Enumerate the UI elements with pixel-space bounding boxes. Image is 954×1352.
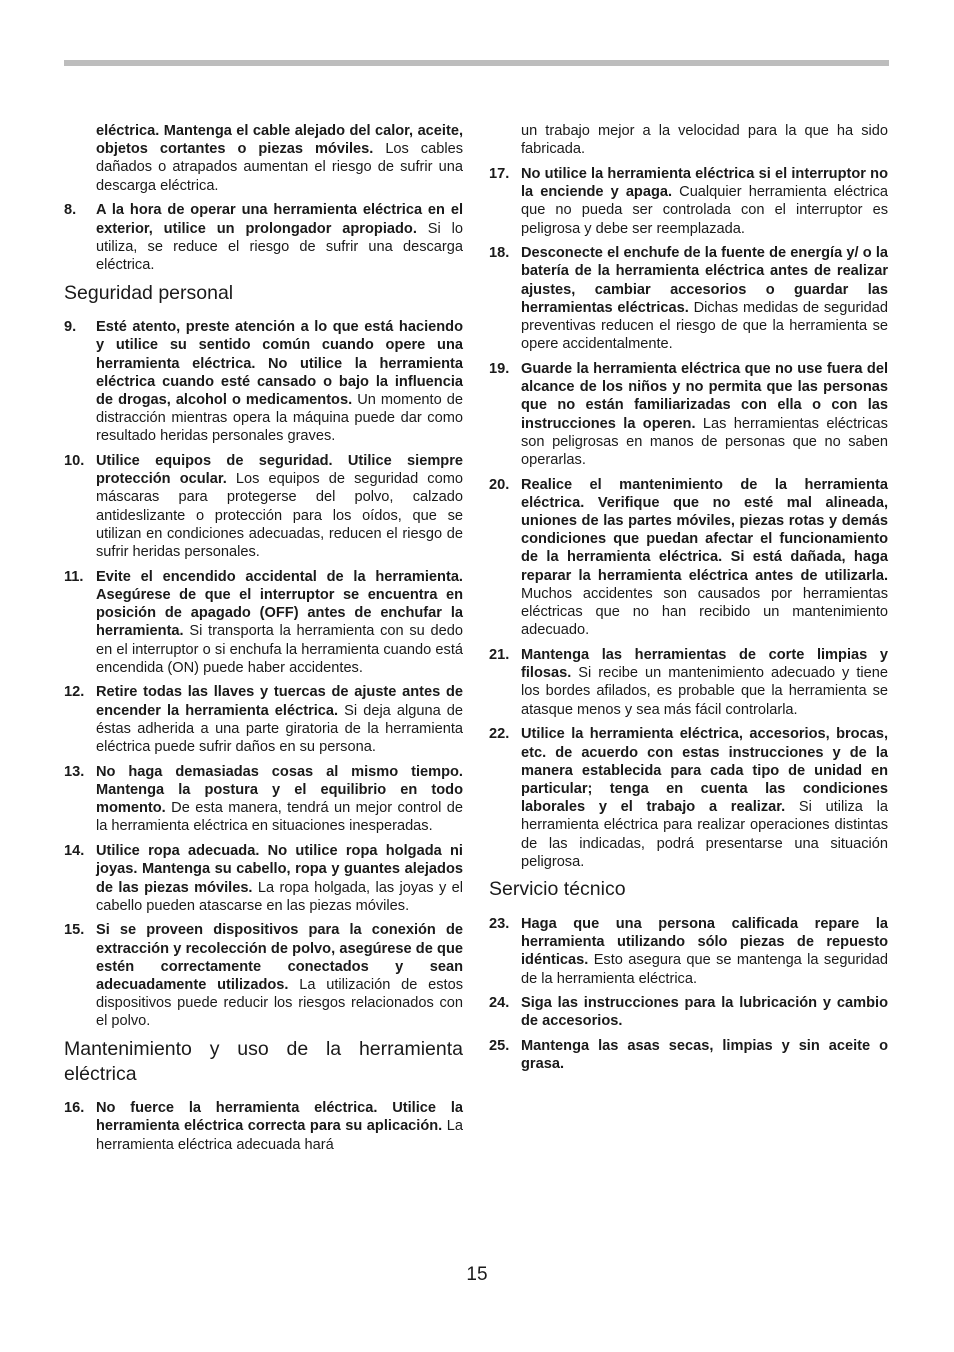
item-number: 19.: [489, 360, 510, 377]
item-number: 16.: [64, 1100, 85, 1117]
item-bold-text: Utilice ropa adecuada. No utilice ropa holgada ni joyas. Mantenga su cabello, ropa y guantes alejados de las piezas móviles.: [96, 843, 463, 896]
item-bold-text: Retire todas las llaves y tuercas de ajuste antes de encender la herramienta eléctrica.: [96, 684, 463, 719]
item-number: 18.: [489, 245, 510, 262]
list-item: [64, 1099, 463, 1154]
body-text: un trabajo mejor a la velocidad para la que ha sido fabricada.: [521, 123, 888, 158]
safety-list: [64, 318, 463, 1031]
section-heading: Seguridad personal: [64, 281, 234, 304]
item-bold-text: A la hora de operar una herramienta eléctrica en el exterior, utilice un prolongador apropiado.: [96, 202, 463, 237]
continued-paragraph: [489, 122, 888, 158]
item-number: 20.: [489, 476, 510, 493]
list-item: [489, 165, 888, 238]
list-item: [64, 318, 463, 445]
item-number: 11.: [64, 568, 84, 585]
list-item: [489, 360, 888, 469]
bold-text: eléctrica. Mantenga el cable alejado del calor, aceite, objetos cortantes o piezas móviles.: [96, 123, 463, 158]
safety-list: [489, 915, 888, 1074]
item-number: 21.: [489, 646, 510, 663]
list-item: [64, 452, 463, 561]
item-number: 9.: [64, 319, 77, 336]
item-bold-text: Haga que una persona calificada repare la herramienta utilizando sólo piezas de repuesto idénticas.: [521, 915, 888, 969]
item-number: 13.: [64, 763, 85, 780]
item-bold-text: Guarde la herramienta eléctrica que no use fuera del alcance de los niños y no permita que las personas que no están familiarizadas con ella o con las instrucciones la operen.: [521, 360, 888, 432]
item-number: 23.: [489, 915, 510, 932]
item-bold-text: Si se proveen dispositivos para la conexión de extracción y recolección de polvo, asegúrese de que estén correctamente conectados y sean adecuadamente utilizados.: [96, 922, 463, 994]
page-number: 15: [466, 1264, 488, 1285]
item-bold-text: Evite el encendido accidental de la herramienta. Asegúrese de que el interruptor se encuentra en posición de apagado (OFF) antes de enchufar la herramienta.: [96, 568, 463, 640]
list-item: [64, 201, 463, 274]
item-number: 25.: [489, 1038, 510, 1055]
item-text: Dichas medidas de seguridad preventivas reducen el riesgo de que la herramienta se opere accidentalmente.: [521, 299, 888, 353]
list-item: [489, 476, 888, 640]
top-rule: [64, 60, 889, 66]
item-text: Cualquier herramienta eléctrica que no pueda ser controlada con el interruptor es peligrosa y debe ser reemplazada.: [521, 184, 889, 237]
item-text: Los equipos de seguridad como máscaras para protegerse del polvo, calzado antideslizante o protección para los oídos, que se utilizan en condiciones adecuadas, reducen el riesgo de sufrir heridas personales.: [96, 471, 463, 561]
item-text: La ropa holgada, las joyas y el cabello pueden atascarse en las piezas móviles.: [96, 879, 463, 914]
list-item: [64, 921, 463, 1030]
safety-list: [64, 1099, 463, 1154]
item-bold-text: Desconecte el enchufe de la fuente de energía y/ o la batería de la herramienta eléctrica antes de realizar ajustes, cambiar accesorios o guardar las herramientas eléctricas.: [521, 245, 888, 316]
list-item: [489, 994, 888, 1030]
body-text: Los cables dañados o atrapados aumentan el riesgo de sufrir una descarga eléctrica.: [96, 141, 463, 194]
list-item: [64, 842, 463, 915]
list-item: [64, 683, 463, 756]
item-number: 15.: [64, 922, 85, 939]
item-number: 10.: [64, 453, 85, 470]
right-column: [489, 122, 888, 1080]
list-item: [489, 915, 888, 988]
item-text: Si lo utiliza, se reduce el riesgo de sufrir una descarga eléctrica.: [96, 220, 463, 273]
item-bold-text: No fuerce la herramienta eléctrica. Utilice la herramienta eléctrica correcta para su aplicación.: [96, 1100, 463, 1135]
list-item: [64, 568, 463, 677]
item-text: Esto asegura que se mantenga la seguridad de la herramienta eléctrica.: [521, 952, 888, 987]
list-item: [489, 725, 888, 871]
item-text: La utilización de estos dispositivos puede reducir los riesgos relacionados con el polvo.: [96, 977, 464, 1030]
item-text: La herramienta eléctrica adecuada hará: [96, 1118, 463, 1153]
item-text: Si deja alguna de éstas adherida a una parte giratoria de la herramienta eléctrica puede sufrir daños en su persona.: [96, 702, 463, 756]
item-bold-text: No haga demasiadas cosas al mismo tiempo. Mantenga la postura y el equilibrio en todo momento.: [96, 763, 463, 817]
safety-list: [64, 201, 463, 274]
item-bold-text: Mantenga las herramientas de corte limpias y filosas.: [521, 646, 888, 682]
item-number: 17.: [489, 165, 510, 182]
item-bold-text: Realice el mantenimiento de la herramienta eléctrica. Verifique que no esté mal alineada, uniones de las partes móviles, piezas rotas y demás condiciones que puedan afectar el funcionamiento de la herramienta eléctrica. Si está dañada, haga reparar la herramienta eléctrica antes de utilizarla.: [521, 476, 888, 584]
list-item: [489, 646, 888, 719]
item-bold-text: Utilice la herramienta eléctrica, accesorios, brocas, etc. de acuerdo con estas instrucciones y de la manera establecida para cada tipo de unidad en particular; tenga en cuenta las condiciones laborales y el trabajo a realizar.: [521, 726, 888, 816]
item-bold-text: No utilice la herramienta eléctrica si el interruptor no la enciende y apaga.: [521, 165, 888, 201]
item-number: 24.: [489, 995, 510, 1012]
list-item: [64, 763, 463, 836]
item-text: Si transporta la herramienta con su dedo en el interruptor o si enchufa la herramienta cuando está encendida (ON) puede haber accidentes.: [96, 623, 463, 676]
item-bold-text: Siga las instrucciones para la lubricación y cambio de accesorios.: [521, 995, 888, 1030]
item-text: Las herramientas eléctricas son peligrosas en manos de personas que no saben operarlas.: [521, 415, 888, 468]
item-number: 22.: [489, 726, 510, 743]
item-text: De esta manera, tendrá un mejor control de la herramienta eléctrica en situaciones inesperadas.: [96, 800, 463, 835]
item-text: Muchos accidentes son causados por herramientas eléctricas que no han recibido un mantenimiento adecuado.: [521, 585, 888, 639]
left-column: [64, 122, 463, 1160]
item-number: 14.: [64, 843, 85, 860]
item-text: Si recibe un mantenimiento adecuado y tiene los bordes afilados, es probable que la herramienta se atasque menos y sea más fácil controlarla.: [521, 665, 888, 718]
item-bold-text: Esté atento, preste atención a lo que está haciendo y utilice su sentido común cuando opere una herramienta eléctrica. No utilice la herramienta eléctrica cuando esté cansado o bajo la influencia de drogas, alcohol o medicamentos.: [96, 319, 463, 408]
item-number: 8.: [64, 202, 77, 219]
continued-paragraph: [64, 122, 463, 195]
section-heading: Mantenimiento y uso de la herramienta eléctrica: [64, 1038, 463, 1085]
item-bold-text: Mantenga las asas secas, limpias y sin aceite o grasa.: [521, 1038, 888, 1073]
list-item: [489, 244, 888, 353]
section-heading: Servicio técnico: [489, 878, 626, 901]
item-bold-text: Utilice equipos de seguridad. Utilice siempre protección ocular.: [96, 453, 463, 488]
item-text: Un momento de distracción mientras opera la máquina puede dar como resultado heridas personales graves.: [96, 391, 463, 445]
item-text: Si utiliza la herramienta eléctrica para realizar operaciones distintas de las indicadas, podrá presentarse una situación peligrosa.: [521, 799, 889, 870]
safety-list: [489, 165, 888, 871]
item-number: 12.: [64, 684, 85, 701]
list-item: [489, 1037, 888, 1073]
